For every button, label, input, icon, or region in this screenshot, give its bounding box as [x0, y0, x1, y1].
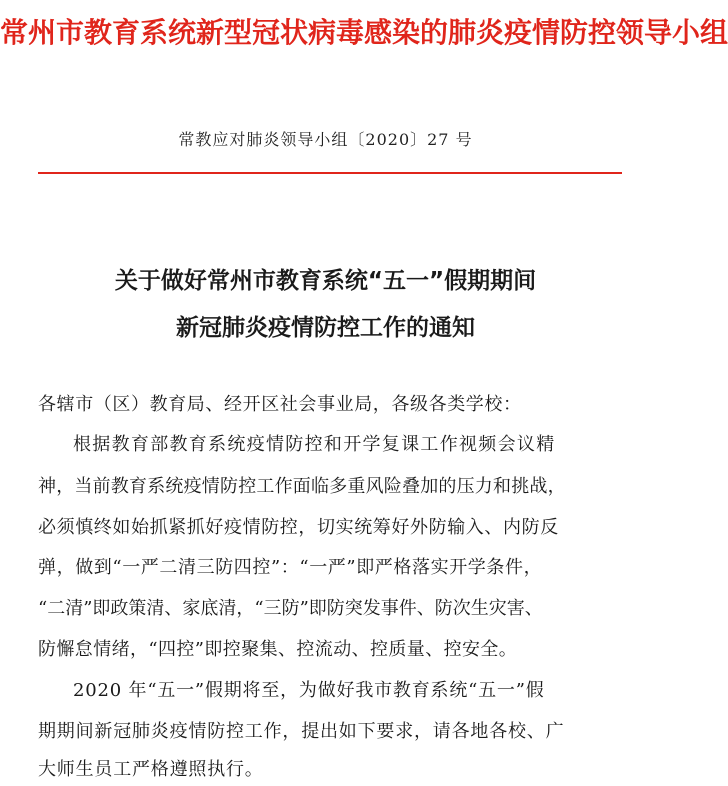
body-text-line: “二清”即政策清、家底清，“三防”即防突发事件、防次生灾害、 — [38, 598, 543, 619]
red-divider-line — [38, 172, 622, 174]
body-text-line: 大师生员工严格遵照执行。 — [38, 759, 264, 780]
notice-title-line-2: 新冠肺炎疫情防控工作的通知 — [176, 315, 475, 341]
body-text-line: 弹，做到“一严二清三防四控”：“一严”即严格落实开学条件， — [38, 557, 543, 578]
body-text-line: 必须慎终如始抓紧抓好疫情防控，切实统筹好外防输入、内防反 — [38, 517, 559, 538]
issuing-authority-header: 常州市教育系统新型冠状病毒感染的肺炎疫情防控领导小组 — [0, 16, 728, 49]
body-text-line: 防懈怠情绪，“四控”即控聚集、控流动、控质量、控安全。 — [38, 639, 518, 660]
body-text-line: 期期间新冠肺炎疫情防控工作，提出如下要求，请各地各校、广 — [38, 721, 565, 742]
notice-title-line-1: 关于做好常州市教育系统“五一”假期期间 — [114, 268, 537, 294]
document-number: 常教应对肺炎领导小组〔2020〕27 号 — [178, 130, 473, 149]
body-text-line: 2020 年“五一”假期将至，为做好我市教育系统“五一”假 — [73, 680, 545, 701]
body-text-line: 根据教育部教育系统疫情防控和开学复课工作视频会议精 — [73, 434, 556, 455]
salutation: 各辖市（区）教育局、经开区社会事业局，各级各类学校： — [38, 394, 522, 415]
body-text-line: 神，当前教育系统疫情防控工作面临多重风险叠加的压力和挑战， — [38, 476, 566, 497]
